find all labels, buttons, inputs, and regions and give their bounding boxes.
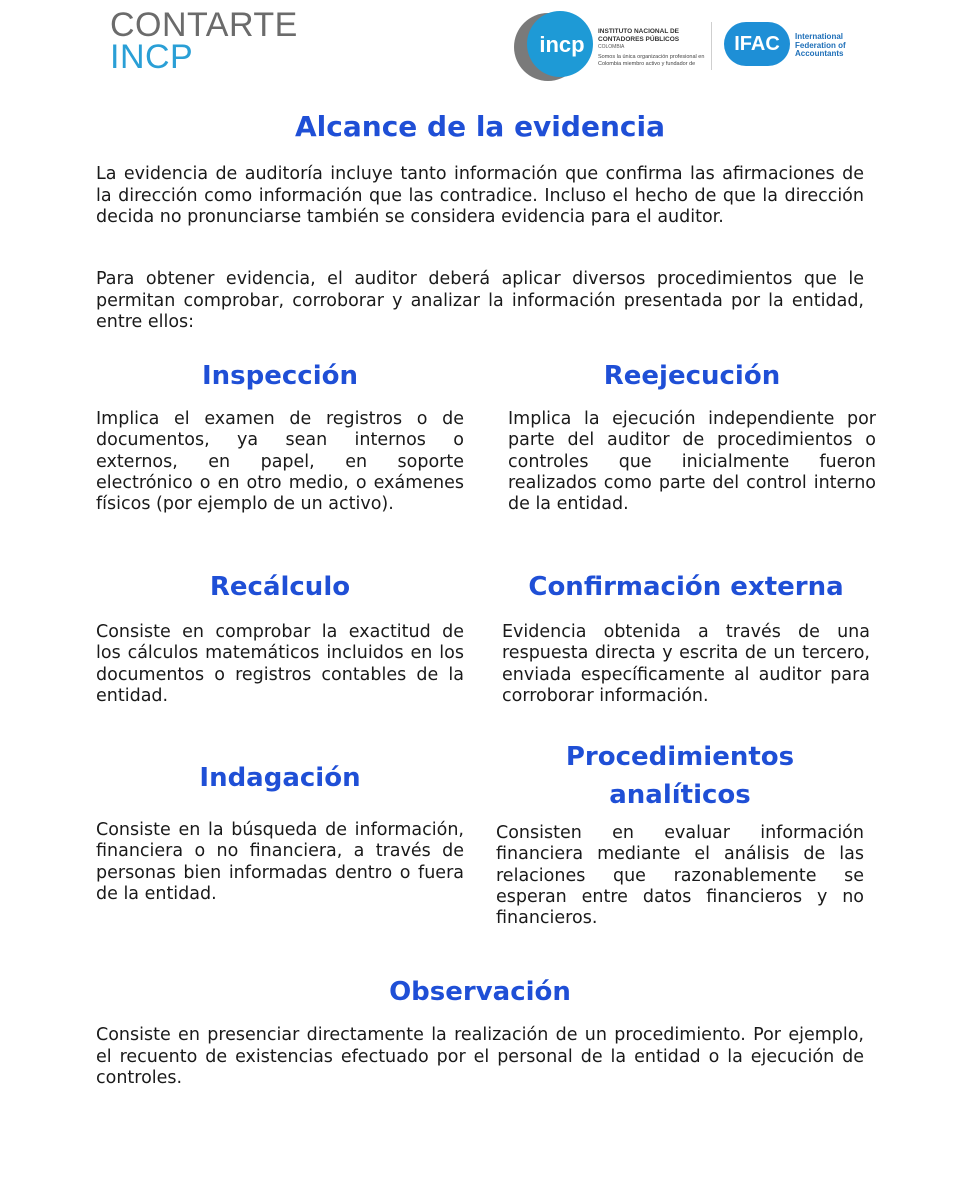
- heading-observacion: Observación: [389, 977, 571, 1007]
- incp-country: COLOMBIA: [598, 44, 625, 50]
- page-title: Alcance de la evidencia: [295, 110, 665, 143]
- text-confirmacion-externa: Evidencia obtenida a través de una respuesta directa y escrita de un tercero, enviada específicamente al auditor para corroborar información.: [502, 622, 870, 706]
- text-recalculo: Consiste en comprobar la exactitud de los cálculos matemáticos incluidos en los documentos o registros contables de la entidad.: [96, 622, 464, 706]
- incp-circles-icon: [510, 10, 610, 85]
- text-indagacion: Consiste en la búsqueda de información, financiera o no financiera, a través de personas bien informadas dentro o fuera de la entidad.: [96, 820, 464, 904]
- contarte-brand-logo: [110, 8, 298, 74]
- brand-line-incp: INCP: [110, 38, 194, 76]
- text-observacion: Consiste en presenciar directamente la realización de un procedimiento. Por ejemplo, el recuento de existencias efectuado por el personal de la entidad o la ejecución de controles.: [96, 1025, 864, 1088]
- brand-line-contarte: CONTARTE: [110, 6, 298, 44]
- text-reejecucion: Implica la ejecución independiente por parte del auditor de procedimientos o controles que inicialmente fueron realizados como parte del control interno de la entidad.: [508, 409, 876, 515]
- heading-reejecucion: Reejecución: [603, 361, 781, 391]
- incp-logo-text: incp: [539, 32, 585, 57]
- incp-tagline: Somos la única organización profesional en Colombia miembro activo y fundador de: [598, 54, 705, 67]
- incp-institution-name: INSTITUTO NACIONAL DE CONTADORES PÚBLICOS: [598, 28, 680, 43]
- heading-inspeccion: Inspección: [201, 361, 358, 391]
- heading-recalculo: Recálculo: [209, 572, 351, 602]
- ifac-badge-icon: [724, 22, 790, 66]
- ifac-abbreviation: IFAC: [734, 33, 780, 55]
- intro-paragraph-1: La evidencia de auditoría incluye tanto información que confirma las afirmaciones de la dirección como información que las contradice. Incluso el hecho de que la dirección decida no pronunciarse también se considera evidencia para el auditor.: [96, 164, 864, 227]
- logo-divider: [711, 22, 712, 70]
- incp-logo: [510, 10, 710, 85]
- ifac-logo: [724, 22, 859, 67]
- heading-confirmacion-externa: Confirmación externa: [528, 572, 844, 602]
- ifac-full-name: International Federation of Accountants: [795, 32, 846, 58]
- text-procedimientos-analiticos: Consisten en evaluar información financiera mediante el análisis de las relaciones que razonablemente se esperan entre datos financieros y no financieros.: [496, 823, 864, 929]
- intro-paragraph-2: Para obtener evidencia, el auditor deberá aplicar diversos procedimientos que le permitan comprobar, corroborar y analizar la información presentada por la entidad, entre ellos:: [96, 269, 864, 332]
- heading-indagacion: Indagación: [199, 763, 361, 793]
- text-inspeccion: Implica el examen de registros o de documentos, ya sean internos o externos, en papel, en soporte electrónico o en otro medio, o exámenes físicos (por ejemplo de un activo).: [96, 409, 464, 515]
- heading-procedimientos-analiticos: Procedimientos analíticos: [565, 742, 795, 810]
